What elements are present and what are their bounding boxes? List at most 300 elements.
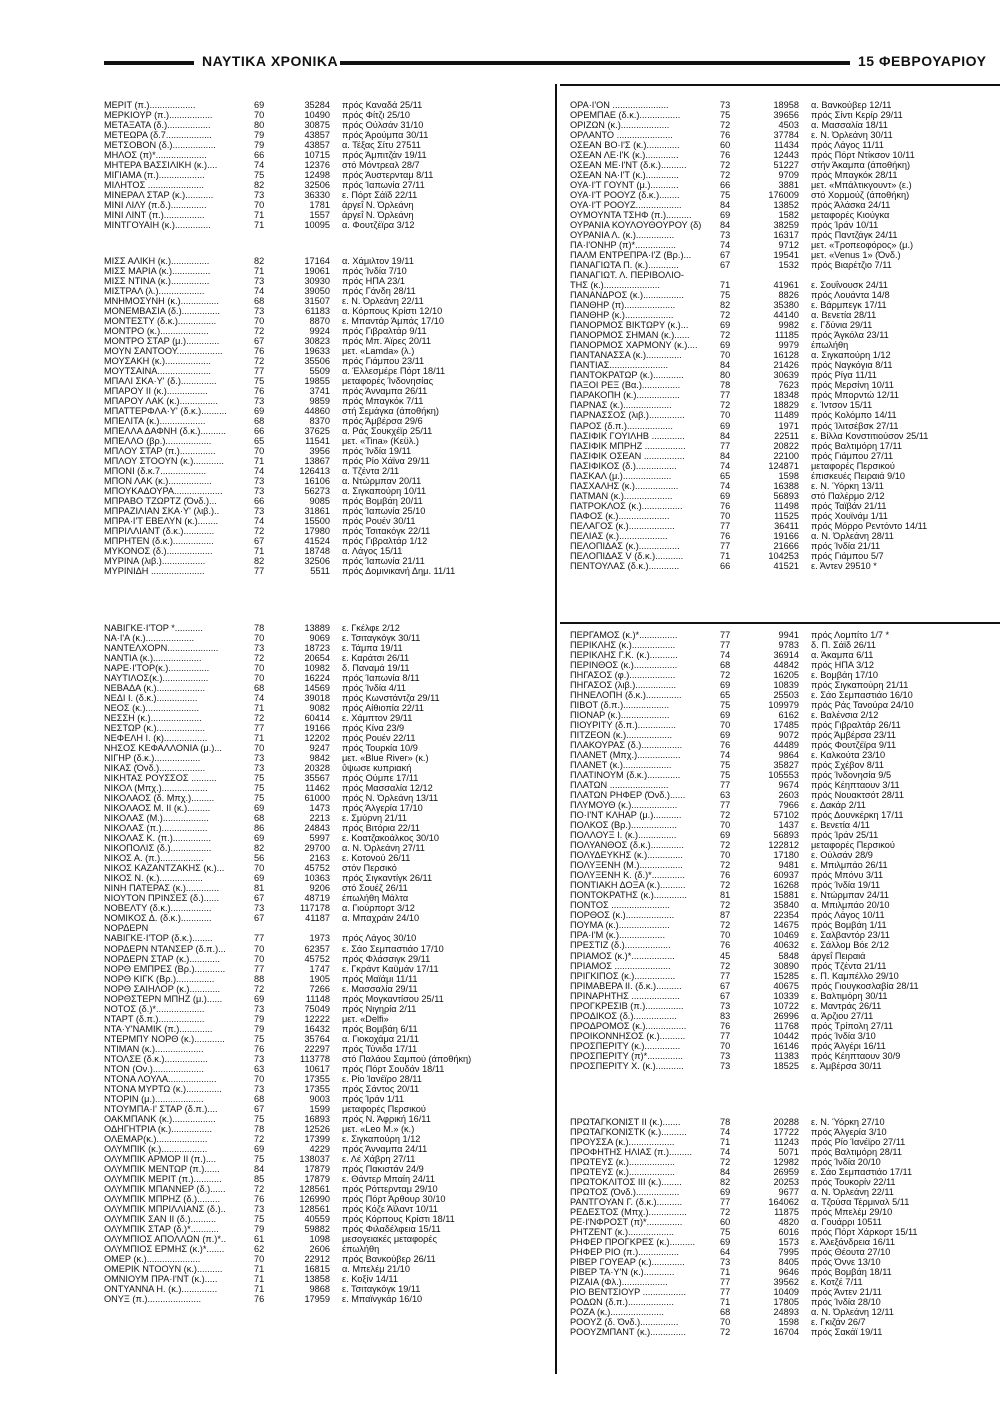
header-rule-right [340,61,850,65]
ship-row [570,1157,961,1167]
ship-row [104,1184,532,1194]
tonnage: 14675 [773,920,799,931]
position-note: πρός Τζέντα 21/11 [811,960,887,971]
ship-row [104,1044,532,1054]
tonnage: 3956 [309,446,330,457]
ship-name: ΠΑΛΜ ΕΝΤΡΕΠΡΑ·Ι'Ζ (Βρ.)... [570,250,692,261]
build-year: 72 [720,860,731,871]
position-note: πρός Σακάϊ 19/11 [811,1327,883,1338]
tonnage: 30875 [304,120,330,131]
position-note: πρός Αίθιοπία 22/11 [342,703,424,714]
ship-row [570,1287,961,1297]
position-note: πρός Μπ. Άϊρες 20/11 [342,336,432,347]
ship-name: ΜΕΡΚΙΟΥΡ (π.)................. [104,110,213,121]
ship-row [570,810,961,820]
ship-row [104,1004,532,1014]
build-year: 67 [720,260,731,271]
tonnage: 60414 [304,713,330,724]
position-note: ε. Π. Καμπέλλο 29/10 [811,970,899,981]
tonnage: 1747 [309,963,330,974]
ship-name: ΝΙΓΗΡ (δ.κ.).................. [104,753,201,764]
tonnage: 126413 [299,466,330,477]
position-note: πρός Βαλτιμόρη 17/11 [811,440,902,451]
ship-row [104,190,532,200]
ship-row [104,516,532,526]
build-year: 72 [720,400,731,411]
tonnage: 30930 [304,276,330,287]
tonnage: 1573 [778,1237,799,1248]
ship-row [104,130,532,140]
ship-name: ΡΗΦΕΡ ΡΙΟ (π.)................ [570,1247,679,1258]
tonnage: 17355 [304,1073,330,1084]
build-year: 72 [720,1207,731,1218]
build-year: 73 [720,1050,731,1061]
position-note: ε. Γδύνια 29/11 [811,320,873,331]
position-note: α. Λάγος 15/11 [342,546,403,557]
tonnage: 10722 [773,1000,799,1011]
tonnage: 61000 [304,793,330,804]
tonnage: 35506 [304,356,330,367]
ship-name: ΝΕΟΣ (κ.)..................... [104,703,200,714]
ship-name: ΠΡΙΑΜΟΣ (κ.)*................. [570,950,675,961]
tonnage: 48719 [304,893,330,904]
position-note: έπωλήθη [811,340,849,351]
position-note: ε. Μπαντάρ Άμπάς 17/10 [342,316,444,327]
tonnage: 38259 [773,220,799,231]
ship-name: ΜΠΟΝ ΛΑΚ (κ.)................. [104,476,212,487]
position-note: α. Μπιλμπάο 20/10 [811,900,890,911]
ship-name: ΜΠΡΑΒΟ ΤΖΩΡΤΖ (Όνδ.)... [104,496,217,507]
ship-row [570,150,961,160]
ship-name: ΠΟΝΤΟΚΡΑΤΗΣ (κ.)............. [570,890,687,901]
ship-name: ΟΡΛΑΝΤΟ ...................... [570,130,673,141]
ship-row [104,316,532,326]
build-year: 70 [254,743,265,754]
ship-row [570,240,961,250]
build-year: 72 [254,356,265,367]
build-year: 79 [254,140,265,151]
tonnage: 11489 [774,410,799,421]
position-note: α. Βενετία 28/11 [811,310,877,321]
ship-row [570,880,961,890]
build-year: 63 [720,790,731,801]
ship-row [104,1284,532,1294]
ship-name: ΝΤΟΝΑ ΛΟΥΛΑ................... [104,1073,217,1084]
position-note: α. Γιούρπορτ 3/12 [342,903,415,914]
position-note: στή Σεμάγκα (άποθήκη) [342,406,439,417]
tonnage: 8826 [778,290,799,301]
ship-row [104,276,532,286]
build-year: 75 [254,783,265,794]
ship-name: ΟΔΗΓΗΤΡΙΑ (κ.)................ [104,1123,212,1134]
ship-row [570,1031,961,1041]
build-year: 69 [720,710,731,721]
ship-row [570,300,961,310]
build-year: 70 [720,410,731,421]
position-note: ε. Σάλλομ Βόε 2/12 [811,940,889,951]
tonnage: 1557 [309,210,330,221]
build-year: 70 [254,633,265,644]
ship-row [570,1167,961,1177]
position-note: πρός Λουάντα 14/8 [811,290,890,301]
tonnage: 41521 [773,560,799,571]
tonnage: 16432 [304,1023,330,1034]
position-note: πρός Άλγερία 3/10 [811,1127,887,1138]
build-year: 76 [720,130,731,141]
position-note: πρός Νουακτσότ 28/11 [811,790,904,801]
ship-name: ΠΑΡΟΣ (δ.π.).................. [570,420,673,431]
position-note: ε. Μασσαλία 29/11 [342,983,418,994]
right-group-3 [570,1117,961,1337]
build-year: 71 [720,1137,731,1148]
build-year: 76 [720,1020,731,1031]
tonnage: 20288 [773,1117,799,1127]
ship-row [570,730,961,740]
build-year: 61 [254,1233,265,1244]
ship-row [104,1054,532,1064]
build-year: 72 [254,526,265,537]
tonnage: 1598 [778,1317,799,1328]
ship-row [104,1104,532,1114]
tonnage: 1473 [309,803,330,814]
ship-row [104,994,532,1004]
position-note: πρός Βομβάη 20/11 [342,496,423,507]
position-note: α. Ν. Όρλεάνη 12/11 [811,1307,894,1318]
build-year: 67 [720,250,731,261]
build-year: 70 [254,863,265,874]
ship-name: ΠΑΡΝΑΣ (κ.)................... [570,400,672,411]
position-note: μετ. «Delfi» [342,1013,389,1024]
position-note: πρός Δουνκέρκη 17/11 [811,810,904,821]
ship-name: ΝΤΟΝ (Ον.).................... [104,1063,204,1074]
position-note: πρός Ίράν 10/11 [811,220,879,231]
position-note: πρός Μαϊάμι 11/11 [342,973,418,984]
tonnage: 11768 [774,1020,799,1031]
ship-row [570,940,961,950]
ship-name: ΝΤΟΡΙΝ (μ.)................... [104,1093,204,1104]
tonnage: 10363 [304,873,330,884]
position-note: α. Άκαμπα 6/11 [811,650,874,661]
section-title: ΝΑΥΤΙΚΑ ΧΡΟΝΙΚΑ [202,53,339,69]
ship-row [104,944,532,954]
ship-row [104,266,532,276]
ship-row [570,280,961,290]
tonnage: 1599 [309,1103,330,1114]
position-note: πρός Παντζάγκ 24/11 [811,230,898,241]
position-note: ε. Βίλλα Κονστιτιούσον 25/11 [811,430,929,441]
ship-name: ΠΡΟΔΡΟΜΟΣ (κ.)................ [570,1020,687,1031]
position-note: πρός Άμβέρσα 23/11 [811,730,897,741]
tonnage: 22354 [773,910,799,921]
build-year: 68 [254,813,265,824]
position-note: στό Παλάου Σαμπού (άποθήκη) [342,1053,472,1064]
position-note: ε. Κοτζέ 7/11 [811,1277,863,1288]
ship-name: ΠΛΥΜΟΥΘ (κ.).................. [570,800,678,811]
ship-row [104,743,532,753]
tonnage: 9003 [309,1093,330,1104]
ship-name: ΠΙΒΟΤ (δ.π.).................. [570,700,670,711]
ship-name: ΡΑΝΤΓΟΥΑΝ Γ. (δ.κ.).......... [570,1197,683,1208]
tonnage: 62357 [304,943,330,954]
ship-row [570,451,961,461]
ship-row [570,840,961,850]
position-note: α. Τζούσα Τέρμιναλ 5/11 [811,1197,910,1208]
tonnage: 11875 [774,1207,799,1218]
tonnage: 1582 [778,210,799,221]
ship-name: ΠΟΝΤΟΣ ....................... [570,900,670,911]
tonnage: 14569 [304,683,330,694]
ship-row [104,1114,532,1124]
ship-row [104,863,532,873]
build-year: 73 [254,476,265,487]
ship-row [104,1034,532,1044]
ship-name: ΟΛΥΜΠΙΚ ΜΕΝΤΩΡ (π.)...... [104,1163,220,1174]
position-note: στό Μόντρεαλ 28/7 [342,160,420,171]
tonnage: 20822 [773,440,799,451]
position-note: πρός Ρουέν 22/11 [342,733,416,744]
ship-name: ΟΣΕΑΝ ΜΕ·Ι'ΝΤ (δ.κ.).......... [570,160,687,171]
build-year: 69 [720,730,731,741]
tonnage: 35284 [304,100,330,110]
ship-name: ΝΑΒΙΓΚΕ·Ι'ΤΟΡ *........... [104,623,203,633]
position-note: μεταφορές Περσικού [811,460,895,471]
ship-name: ΝΟΡΘΣΤΕΡΝ ΜΠΗΖ (μ.)...... [104,993,223,1004]
tonnage: 56893 [773,830,799,841]
ship-name: ΝΕΒΑΔΑ (κ.)................... [104,683,206,694]
build-year: 69 [254,833,265,844]
build-year: 77 [254,933,265,944]
build-year: 71 [720,550,731,561]
ship-name: ΝΟΡΔΕΡΝ ΣΤΑΡ (κ.)............ [104,953,220,964]
ship-name: ΠΡΩΤΕΥΣ (κ.).................. [570,1167,675,1178]
column-divider [555,84,557,1374]
tonnage: 12443 [773,150,799,161]
position-note: ε. Κοτονού 26/11 [342,853,411,864]
ship-name: ΡΟΟΥΖΜΠΑΝΤ (κ.).............. [570,1327,686,1338]
ship-name: ΠΟΛΥΞΕΝΗ (Μ.)................. [570,860,683,871]
position-note: πρός Ίνδία 21/11 [811,540,881,551]
position-note: α. Μασσαλία 18/11 [811,120,888,131]
ship-name: ΠΛΑΚΟΥΡΑΣ (δ.)................ [570,740,683,751]
build-year: 70 [720,510,731,521]
position-note: πρός Γάνδη 28/11 [342,286,416,297]
tonnage: 122812 [768,840,799,851]
position-note: πρός Λομπίτο 1/7 * [811,630,890,640]
position-note: πρός Πόρτ Ντίκσον 10/11 [811,150,915,161]
right-column-mid-rule [560,622,1000,624]
build-year: 73 [720,100,731,110]
position-note: ε. Ούλσάν 28/9 [811,850,873,861]
position-note: στό Σουέζ 26/11 [342,883,408,894]
tonnage: 19061 [304,266,330,277]
build-year: 76 [720,530,731,541]
position-note: ε. Γκιζάν 26/7 [811,1317,866,1328]
ship-name: ΠΡΟΓΚΡΕΣΙΒ (π.)............... [570,1000,684,1011]
ship-name: ΜΗΛΟΣ (π)*.................... [104,150,207,161]
build-year: 72 [254,713,265,724]
build-year: 69 [254,406,265,417]
ship-row [570,920,961,930]
position-note: πρός Ίνδία 20/10 [811,1157,881,1168]
tonnage: 26996 [773,1010,799,1021]
ship-row [570,481,961,491]
tonnage: 30639 [773,370,799,381]
tonnage: 9941 [778,630,799,640]
build-year: 84 [720,430,731,441]
ship-name: ΤΗΣ (κ.)...................... [570,280,660,291]
left-group-2 [104,256,532,577]
build-year: 74 [720,1147,731,1158]
build-year: 71 [254,210,265,221]
build-year: 72 [720,840,731,851]
ship-name: ΜΠΡΑΖΙΛΙΑΝ ΣΚΑ·Υ' (λιβ.).. [104,506,220,517]
position-note: πρός Βομβάη 1/11 [811,920,887,931]
ship-row [104,210,532,220]
position-note: μετ. «Leo M.» (κ.) [342,1123,415,1134]
position-note: πρός Βομβάη 6/11 [342,1023,418,1034]
tonnage: 32506 [304,556,330,567]
ship-name: ΠΟΥΜΑ (κ.).................... [570,920,670,931]
position-note: ε. Μαντράς 26/11 [811,1000,882,1011]
position-note: ε. Ίντσον 15/11 [811,400,873,411]
build-year: 88 [254,973,265,984]
ship-name: ΜΕΤΑΞΑΤΑ (δ.)................. [104,120,211,131]
tonnage: 19855 [304,376,330,387]
ship-row [104,643,532,653]
tonnage: 11541 [305,436,330,447]
ship-name: ΜΙΓΙΑΜΑ (π.).................. [104,170,205,181]
position-note: άργεΐ Ν. Όρλεάνη [342,200,414,211]
position-note: πρός Ίαπωνία 21/11 [342,556,425,567]
ship-row [104,416,532,426]
position-note: πρός Γιβραλτάρ 1/12 [342,536,428,547]
position-note: πρός Ίράν 1/11 [342,1093,405,1104]
position-note: πρός Άνναμπα 26/11 [342,386,428,397]
position-note: πρός Γιβραλτάρ 9/11 [342,326,427,337]
position-note: ε. Τάμπα 19/11 [342,643,403,654]
ship-name: ΟΡΑ·Ι'ΟΝ ...................... [570,100,669,110]
position-note: ε. Γκράντ Καϋμάν 17/11 [342,963,439,974]
build-year: 64 [720,1247,731,1258]
tonnage: 35827 [773,760,799,771]
build-year: 77 [254,723,265,734]
ship-row [104,1214,532,1224]
position-note: πρός Άγκόλα 23/11 [811,330,889,341]
ship-name: ΝΤΕΡΜΠΥ ΝΟΡΘ (κ.)............ [104,1033,225,1044]
ship-name: ΠΕΛΑΓΟΣ (κ.).................. [570,520,675,531]
position-note: πρός Ναγκόγια 8/11 [811,360,893,371]
ship-name: ΠΡΙΓΚΙΠΟΣ (κ.)................ [570,970,676,981]
ship-name: ΠΡΩΤΕΥΣ (κ.).................. [570,1157,675,1168]
tonnage: 36914 [773,650,799,661]
ship-row [570,120,961,130]
tonnage: 9069 [309,633,330,644]
ship-row [104,893,532,903]
ship-row [570,930,961,940]
ship-row [570,800,961,810]
tonnage: 10715 [304,150,330,161]
position-note: α. Ν. Όρλεάνη 27/11 [342,843,425,854]
position-note: πρός Άρούμπα 30/11 [342,130,429,141]
position-note: α. Ράς Σουκχέϊρ 25/11 [342,426,433,437]
ship-row [104,436,532,446]
build-year: 82 [254,256,265,266]
build-year: 67 [254,1103,265,1114]
position-note: α. Τέξας Σίτυ 27511 [342,140,421,151]
position-note: ε. Βαλτιμόρη 30/11 [811,990,888,1001]
ship-name: ΠΑΣΙΦΙΚ ΓΟΥΙΛΗΒ ............. [570,430,685,441]
ship-row [104,693,532,703]
ship-row [104,296,532,306]
ship-name: ΠΕΛΟΠΙΔΑΣ V (δ.κ.)........... [570,550,684,561]
build-year: 69 [254,100,265,110]
ship-name: ΠΑΤΡΟΚΛΟΣ (κ.)................ [570,500,683,511]
ship-name: ΟΥΜΟΥΝΤΑ ΤΣΗΦ (π.).......... [570,210,692,221]
ship-row [104,873,532,883]
ship-name: ΝΟΜΙΚΟΣ Δ. (δ.κ.)............ [104,913,212,924]
build-year: 69 [720,420,731,431]
ship-row [104,386,532,396]
build-year: 75 [254,1153,265,1164]
tonnage: 56273 [304,486,330,497]
position-note: πρός Μασσαλία 12/12 [342,783,433,794]
build-year: 82 [254,180,265,191]
ship-row [570,190,961,200]
ship-name: ΠΕΡΙΚΛΗΣ (κ.)................. [570,640,676,651]
tonnage: 1437 [778,820,799,831]
build-year: 75 [720,770,731,781]
position-note: πρός Ν. Όρλεάνη 13/11 [342,793,439,804]
build-year: 70 [720,350,731,361]
tonnage: 30823 [304,336,330,347]
ship-name: ΟΝΤΥΑΝΝΑ Η. (κ.).............. [104,1284,218,1295]
position-note: πρός Σιγκαπούρη 21/11 [811,680,909,691]
ship-row [104,1234,532,1244]
ship-row [104,406,532,416]
ship-row [104,200,532,210]
build-year: 73 [254,1053,265,1064]
build-year: 70 [254,953,265,964]
tonnage: 11383 [774,1050,799,1061]
tonnage: 2603 [778,790,799,801]
position-note: ε. Γκέλφε 2/12 [342,623,400,633]
tonnage: 26959 [773,1167,799,1178]
ship-row [104,1204,532,1214]
ship-row [104,663,532,673]
ship-row [570,1257,961,1267]
build-year: 72 [720,880,731,891]
tonnage: 17879 [304,1173,330,1184]
ship-row [104,984,532,994]
tonnage: 6016 [778,1227,799,1238]
tonnage: 3741 [309,386,330,397]
ship-name: ΠΑΝΟΡΜΟΣ ΣΗΜΑΝ (κ.)...... [570,330,690,341]
ship-name: ΠΗΝΕΛΟΠΗ (δ.κ.).............. [570,690,682,701]
position-note: πρός Πακιστάν 24/9 [342,1163,424,1174]
left-group-1 [104,100,532,230]
tonnage: 16388 [773,480,799,491]
ship-row [104,326,532,336]
ship-row [104,536,532,546]
position-note: α. Κόρπους Κρίστι 12/10 [342,306,443,317]
position-note: ε. Ντώρμπαν 24/11 [811,890,890,901]
position-note: δ. Π. Σάϊδ 26/11 [811,640,876,651]
ship-name: ΜΟΝΤΕΣΤΥ (δ.κ.)............... [104,316,217,327]
build-year: 72 [254,326,265,337]
position-note: μετ. «Lamda» (λ.) [342,346,415,357]
position-note: ε. Βομβάη 17/10 [811,670,878,681]
ship-name: ΟΣΕΑΝ ΒΟ·Ι'Σ (κ.)............. [570,140,680,151]
